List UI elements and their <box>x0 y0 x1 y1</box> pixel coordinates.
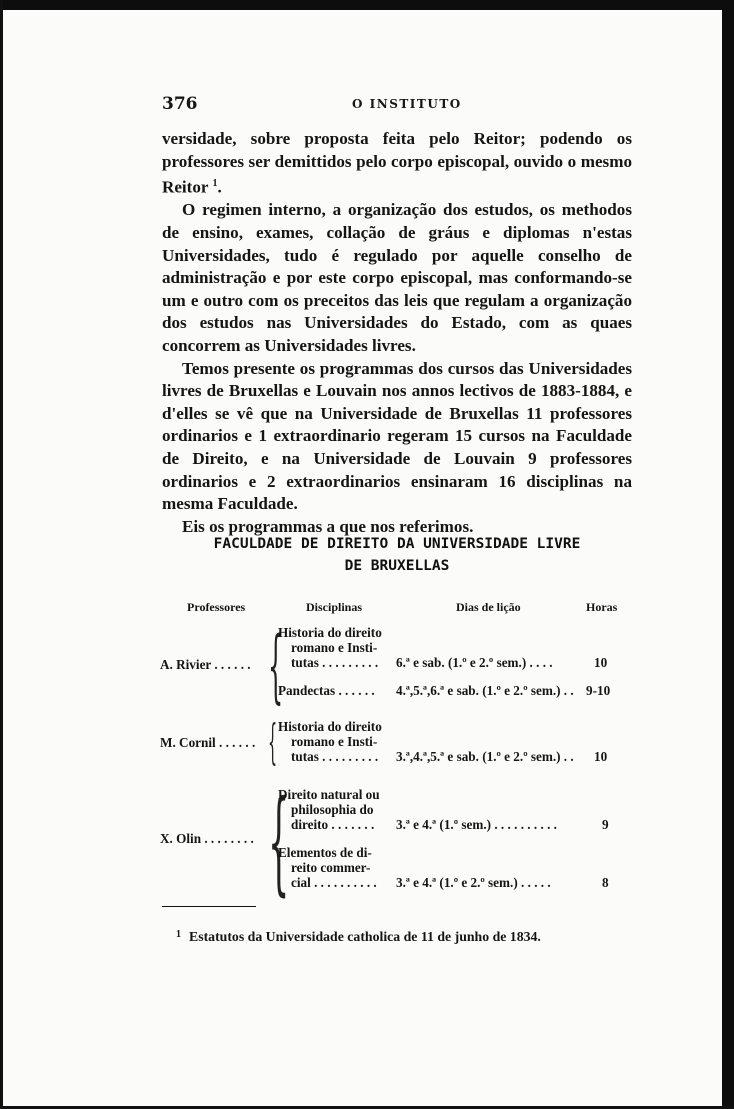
r2-discipline-line-1: Pandectas . . . . . . <box>278 683 375 698</box>
r5-dias: 3.ª e 4.ª (1.º e 2.º sem.) . . . . . <box>396 875 551 890</box>
section-title <box>162 533 632 577</box>
r5-discipline-line-2: reito commer- <box>291 860 371 875</box>
footnote-mark: 1 <box>176 929 181 940</box>
r1-dias: 6.ª e sab. (1.º e 2.º sem.) . . . . <box>396 655 553 670</box>
paragraph-4: Eis os programmas a que nos referimos. <box>182 516 474 536</box>
r1-discipline-line-1: Historia do direito <box>278 625 382 640</box>
section-title-line-2: DE BRUXELLAS <box>344 558 450 574</box>
brace-rivier: { <box>268 619 284 712</box>
header-dias-de-licao: Dias de lição <box>456 600 521 614</box>
r1-discipline-line-3: tutas . . . . . . . . . <box>291 655 379 670</box>
paragraph-1 <box>162 128 632 199</box>
footnote-text: Estatutos da Universidade catholica de 11 de junho de 1834. <box>189 929 541 944</box>
scan-border-right <box>722 0 734 1109</box>
professor-cornil: M. Cornil . . . . . . <box>160 735 256 750</box>
scan-border-left <box>0 0 3 1109</box>
section-title-line-1: FACULDADE DE DIREITO DA UNIVERSIDADE LIVRE <box>213 536 581 552</box>
scan-border-top <box>0 0 734 10</box>
r3-horas: 10 <box>594 749 608 764</box>
r3-discipline-line-2: romano e Insti- <box>291 734 378 749</box>
r2-horas: 9-10 <box>586 683 611 698</box>
running-head <box>162 94 632 116</box>
paragraph-1-text: versidade, sobre proposta feita pelo Reitor; podendo os professores ser demittidos pelo corpo episcopal, ouvido o mesmo Reitor <box>162 129 632 197</box>
footnote-rule <box>162 906 256 907</box>
r4-discipline-line-3: direito . . . . . . . <box>291 817 375 832</box>
paragraph-3: Temos presente os programmas dos cursos das Universidades livres de Bruxellas e Louvain nos annos lectivos de 1883-1884, e d'elles se vê que na Universidade de Bruxellas 11 professores ordinarios e 1 extraordinario regeram 15 cursos na Faculdade de Direito, e na Universidade de Louvain 9 professores ordinarios e 2 extraordinarios ensinaram 16 disciplinas na mesma Faculdade. <box>162 358 632 514</box>
r5-discipline-line-1: Elementos de di- <box>278 845 372 860</box>
brace-cornil: { <box>268 714 278 770</box>
body-text <box>162 128 632 538</box>
r2-dias: 4.ª,5.ª,6.ª e sab. (1.º e 2.º sem.) . . <box>396 683 574 698</box>
r3-discipline-line-3: tutas . . . . . . . . . <box>291 749 379 764</box>
brace-olin: { <box>268 777 290 907</box>
r3-dias: 3.ª,4.ª,5.ª e sab. (1.º e 2.º sem.) . . <box>396 749 574 764</box>
footnote-reference[interactable]: 1 <box>212 178 218 190</box>
r4-dias: 3.ª e 4.ª (1.º sem.) . . . . . . . . . . <box>396 817 557 832</box>
header-professores: Professores <box>187 600 246 614</box>
header-horas: Horas <box>586 600 618 614</box>
header-disciplinas: Disciplinas <box>306 600 363 614</box>
r5-horas: 8 <box>602 875 609 890</box>
r4-horas: 9 <box>602 817 609 832</box>
paragraph-1-end: . <box>217 177 222 197</box>
paragraph-2: O regimen interno, a organização dos estudos, os methodos de ensino, exames, collação de gráus e diplomas n'estas Universidades, tudo é regulado por aquelle conselho de administração e por este corpo episcopal, mas conformando-se um e outro com os preceitos das leis que regulam a organização dos estudos nas Universidades do Estado, com as quaes concorrem as Universidades livres. <box>162 200 632 356</box>
r1-discipline-line-2: romano e Insti- <box>291 640 378 655</box>
r1-horas: 10 <box>594 655 608 670</box>
page-number: 376 <box>162 94 198 114</box>
r5-discipline-line-3: cial . . . . . . . . . . <box>291 875 377 890</box>
r4-discipline-line-2: philosophia do <box>291 802 374 817</box>
running-title: O INSTITUTO <box>352 97 462 111</box>
r3-discipline-line-1: Historia do direito <box>278 719 382 734</box>
professor-rivier: A. Rivier . . . . . . <box>160 657 251 672</box>
professor-olin: X. Olin . . . . . . . . <box>160 831 254 846</box>
r4-discipline-line-1: Direito natural ou <box>278 787 380 802</box>
footnote <box>176 929 636 945</box>
